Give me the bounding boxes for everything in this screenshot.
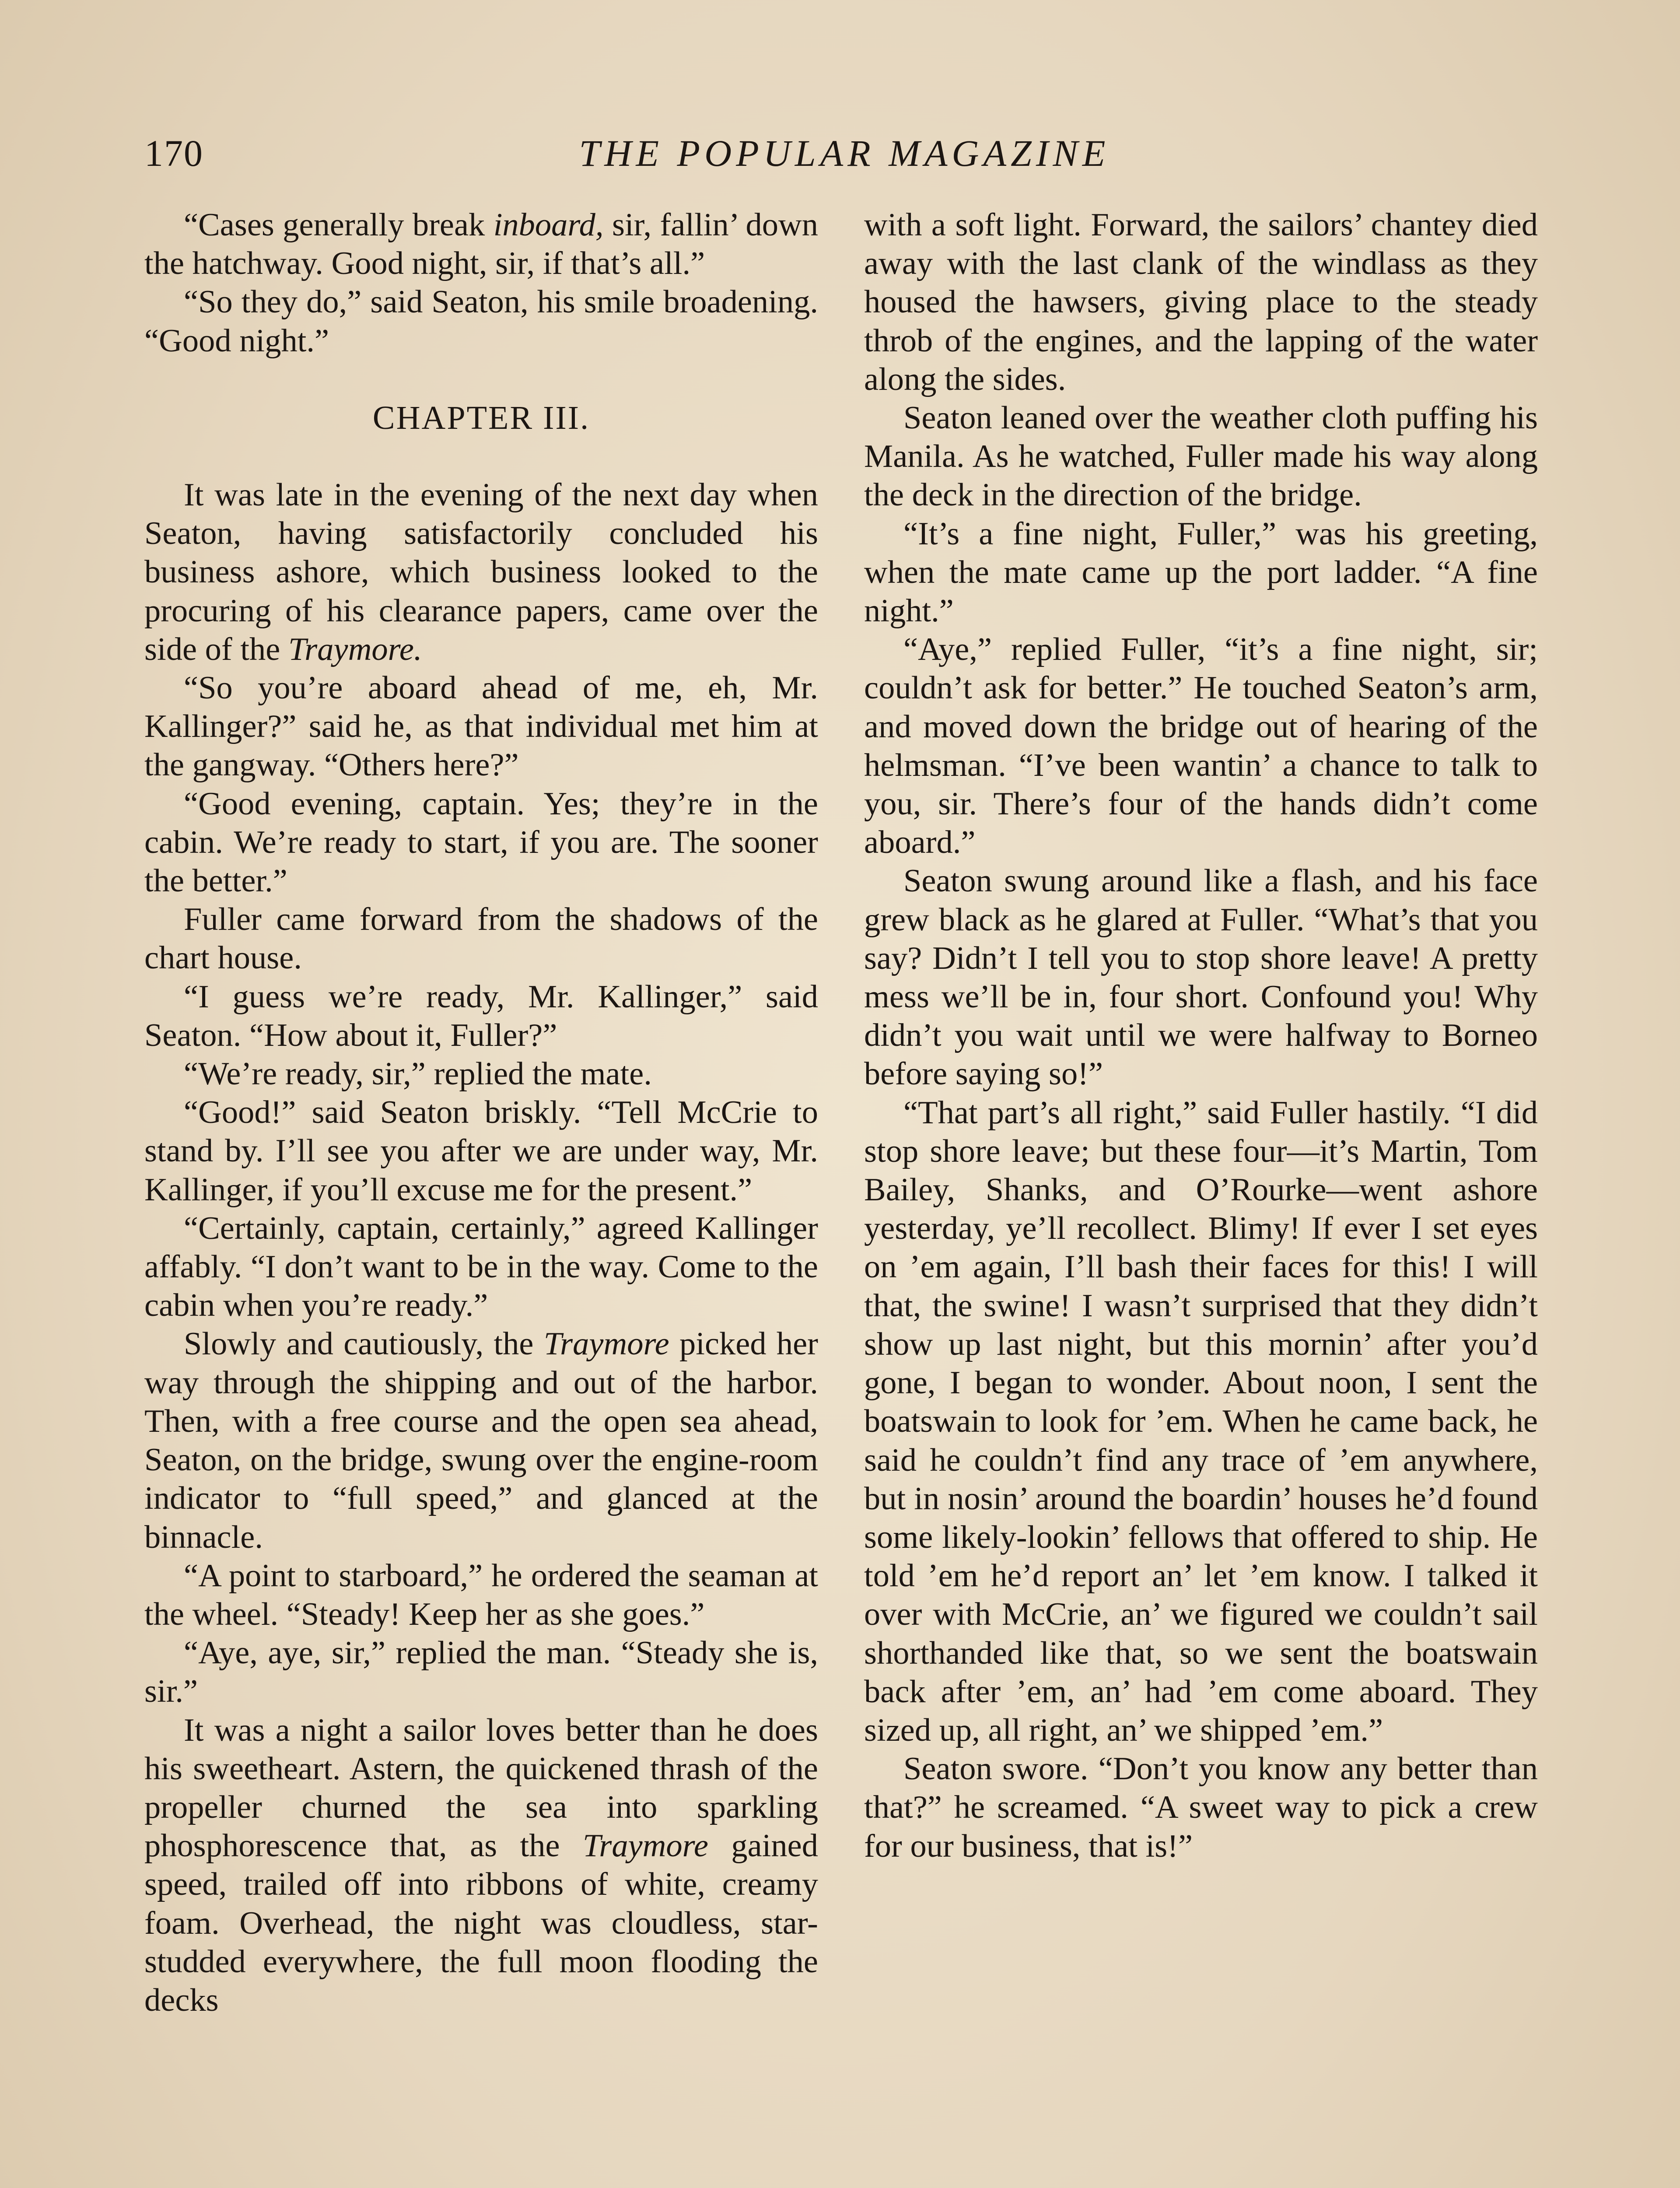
text-run: “Certainly, captain, certainly,” agreed Kallinger affably. “I don’t want to be in the way. Come to the cabin when you’re ready.” xyxy=(144,1210,818,1324)
paragraph xyxy=(864,1094,1538,1750)
paragraph xyxy=(144,1209,818,1325)
paragraph xyxy=(144,1093,818,1209)
text-run: sir, fallin’ down the hatchway. Good night, sir, if that’s all.” xyxy=(144,207,818,282)
text-run: “We’re ready, sir,” replied the mate. xyxy=(184,1056,652,1092)
text-run: Fuller came forward from the shadows of the chart house. xyxy=(144,901,818,976)
text-run: It was a night a sailor loves better than he does his sweetheart. Astern, the quickened thrash of the propeller churned the sea into sparkling phosphorescence that, as the xyxy=(144,1712,818,1864)
paragraph xyxy=(144,1055,818,1093)
paragraph xyxy=(144,1325,818,1556)
text-run: “Aye,” replied Fuller, “it’s a fine night, sir; couldn’t ask for better.” He touched Seaton’s arm, and moved down the bridge out of hearing of the helmsman. “I’ve been wantin’ a chance to talk to you, sir. There’s four of the hands didn’t come aboard.” xyxy=(864,631,1538,861)
text-run: “Aye, aye, sir,” replied the man. “Steady she is, sir.” xyxy=(144,1635,818,1710)
paragraph xyxy=(144,206,818,283)
text-run: Seaton swung around like a flash, and his face grew black as he glared at Fuller. “What’s that you say? Didn’t I tell you to stop shore leave! A pretty mess we’ll be in, four short. Confound you! Why didn’t you wait until we were halfway to Borneo before saying so!” xyxy=(864,863,1538,1092)
text-run: “So they do,” said Seaton, his smile broadening. “Good night.” xyxy=(144,284,818,359)
paragraph xyxy=(144,900,818,977)
paragraph xyxy=(864,862,1538,1093)
paragraph xyxy=(144,1557,818,1634)
text-run: “Good evening, captain. Yes; they’re in the cabin. We’re ready to start, if you are. The sooner the better.” xyxy=(144,785,818,899)
italic-text: inboard, xyxy=(493,207,604,243)
paragraph xyxy=(144,978,818,1055)
italic-text: Traymore. xyxy=(288,631,422,667)
right-text-column xyxy=(864,206,1538,1865)
text-run: “That part’s all right,” said Fuller hastily. “I did stop shore leave; but these four—it’s Martin, Tom Bailey, Shanks, and O’Rourke—went ashore yesterday, ye’ll recollect. Blimy! If ever I set eyes on ’em again, I’ll bash their faces for this! I will that, the swine! I wasn’t surprised that they didn’t show up last night, but this mornin’ after you’d gone, I began to wonder. About noon, I sent the boatswain to look for ’em. When he came back, he said he couldn’t find any trace of ’em anywhere, but in nosin’ around the boardin’ houses he’d found some likely-lookin’ fellows that offered to ship. He told ’em he’d report an’ let ’em know. I talked it over with McCrie, an’ we figured we couldn’t sail shorthanded like that, so we sent the boatswain back after ’em, an’ had ’em come aboard. They sized up, all right, an’ we shipped ’em.” xyxy=(864,1094,1538,1748)
paragraph xyxy=(864,399,1538,515)
text-run: Slowly and cautiously, the xyxy=(184,1326,544,1362)
text-run: CHAPTER III. xyxy=(372,399,590,436)
paragraph xyxy=(144,785,818,901)
running-head: THE POPULAR MAGAZINE xyxy=(579,132,1110,174)
text-run: Seaton swore. “Don’t you know any better than that?” he screamed. “A sweet way to pick a crew for our business, that is!” xyxy=(864,1751,1538,1864)
paragraph xyxy=(144,1634,818,1711)
italic-text: Traymore xyxy=(583,1828,708,1864)
text-run: “I guess we’re ready, Mr. Kallinger,” said Seaton. “How about it, Fuller?” xyxy=(144,978,818,1053)
text-run: “It’s a fine night, Fuller,” was his greeting, when the mate came up the port ladder. “A fine night.” xyxy=(864,515,1538,629)
paragraph xyxy=(864,515,1538,631)
text-run: “Good!” said Seaton briskly. “Tell McCrie to stand by. I’ll see you after we are under way, Mr. Kallinger, if you’ll excuse me for the present.” xyxy=(144,1094,818,1208)
chapter-heading xyxy=(144,399,818,437)
paragraph xyxy=(864,630,1538,862)
page-header xyxy=(144,131,1544,184)
text-run: “Cases generally break xyxy=(184,207,494,243)
text-run: It was late in the evening of the next day when Seaton, having satisfactorily concluded his business ashore, which business looked to the procuring of his clearance papers, came over the side of the xyxy=(144,477,818,667)
paragraph xyxy=(144,476,818,669)
paragraph xyxy=(144,669,818,785)
text-run: with a soft light. Forward, the sailors’ chantey died away with the last clank of the windlass as they housed the hawsers, giving place to the steady throb of the engines, and the lapping of the water along the sides. xyxy=(864,207,1538,397)
page-number: 170 xyxy=(144,132,203,174)
text-run: gained speed, trailed off into ribbons of white, creamy foam. Overhead, the night was cloudless, star-studded everywhere, the full moon flooding the decks xyxy=(144,1828,818,2018)
text-run: “A point to starboard,” he ordered the seaman at the wheel. “Steady! Keep her as she goes.” xyxy=(144,1557,818,1632)
paragraph xyxy=(144,1711,818,2020)
paragraph xyxy=(144,283,818,360)
text-run: Seaton leaned over the weather cloth puffing his Manila. As he watched, Fuller made his way along the deck in the direction of the bridge. xyxy=(864,400,1538,513)
italic-text: Traymore xyxy=(543,1326,669,1362)
text-run: picked her way through the shipping and out of the harbor. Then, with a free course and the open sea ahead, Seaton, on the bridge, swung over the engine-room indicator to “full speed,” and glanced at the binnacle. xyxy=(144,1326,818,1555)
paragraph xyxy=(864,206,1538,399)
left-text-column xyxy=(144,206,818,2020)
text-run: “So you’re aboard ahead of me, eh, Mr. Kallinger?” said he, as that individual met him at the gangway. “Others here?” xyxy=(144,670,818,783)
paragraph xyxy=(864,1750,1538,1865)
